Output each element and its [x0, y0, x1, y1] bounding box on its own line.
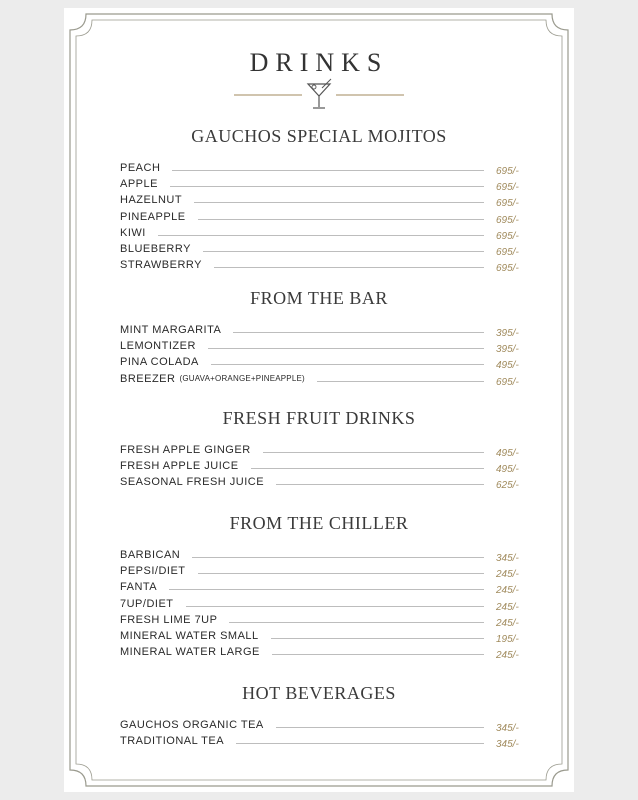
menu-item — [120, 596, 534, 613]
section-title: GAUCHOS SPECIAL MOJITOS — [191, 126, 447, 146]
leader-line — [276, 484, 484, 485]
item-price: 245/- — [496, 617, 519, 629]
item-name: 7UP/DIET — [120, 597, 174, 610]
item-price: 245/- — [496, 569, 519, 581]
menu-item — [120, 225, 534, 242]
leader-line — [192, 557, 484, 558]
item-price: 695/- — [496, 166, 519, 177]
section-title: HOT BEVERAGES — [242, 683, 396, 703]
leader-line — [317, 381, 484, 382]
menu-item — [120, 579, 534, 597]
item-price: 345/- — [496, 739, 519, 751]
leader-line — [263, 452, 484, 453]
leader-line — [251, 468, 484, 469]
leader-line — [233, 332, 484, 333]
item-name: LEMONTIZER — [120, 340, 196, 353]
menu-item — [120, 176, 534, 194]
leader-line — [208, 348, 484, 349]
item-price: 495/- — [496, 448, 519, 459]
menu-item — [120, 612, 534, 629]
leader-line — [186, 606, 484, 607]
item-price: 395/- — [496, 328, 519, 339]
item-name: MINERAL WATER LARGE — [120, 646, 260, 659]
menu-item — [120, 547, 534, 564]
leader-line — [272, 654, 484, 655]
item-price: 695/- — [496, 376, 519, 388]
item-name: BARBICAN — [120, 549, 181, 561]
section-title: FRESH FRUIT DRINKS — [222, 408, 416, 428]
menu-item — [120, 338, 534, 356]
item-name: TRADITIONAL TEA — [120, 735, 225, 748]
menu-item — [120, 458, 534, 476]
item-name: KIWI — [120, 226, 146, 239]
item-name: HAZELNUT — [120, 194, 183, 207]
leader-line — [194, 202, 484, 203]
menu-item — [120, 160, 534, 177]
item-name: PEPSI/DIET — [120, 565, 186, 578]
menu-item — [120, 209, 534, 226]
item-name: BREEZER — [120, 372, 176, 385]
item-name: PINA COLADA — [120, 356, 199, 369]
item-price: 695/- — [496, 198, 519, 210]
leader-line — [198, 573, 484, 574]
leader-line — [229, 622, 484, 623]
section-title: FROM THE BAR — [250, 288, 388, 308]
leader-line — [214, 267, 484, 268]
item-price: 345/- — [496, 553, 519, 564]
leader-line — [169, 589, 484, 590]
menu-item — [120, 563, 534, 581]
item-name: FRESH APPLE JUICE — [120, 460, 239, 473]
item-name: PEACH — [120, 162, 161, 174]
menu-item — [120, 371, 534, 388]
menu-item — [120, 717, 534, 734]
leader-line — [271, 638, 484, 639]
item-name: SEASONAL FRESH JUICE — [120, 476, 265, 489]
menu-item — [120, 442, 534, 459]
item-price: 625/- — [496, 480, 519, 492]
item-price: 695/- — [496, 230, 519, 242]
menu-item — [120, 733, 534, 751]
item-note: (GUAVA+ORANGE+PINEAPPLE) — [179, 373, 305, 383]
cocktail-glass-icon — [234, 78, 404, 112]
section-title: FROM THE CHILLER — [229, 513, 409, 533]
item-price: 495/- — [496, 360, 519, 372]
menu-item — [120, 628, 534, 645]
item-price: 195/- — [496, 634, 519, 645]
menu-item — [120, 322, 534, 339]
item-price: 245/- — [496, 585, 519, 597]
item-price: 695/- — [496, 247, 519, 258]
item-price: 245/- — [496, 650, 519, 662]
menu-page — [64, 8, 574, 792]
item-name: FANTA — [120, 581, 158, 594]
leader-line — [203, 251, 484, 252]
item-name: BLUEBERRY — [120, 243, 191, 255]
menu-item — [120, 241, 534, 258]
item-name: MINT MARGARITA — [120, 324, 222, 336]
page-title: DRINKS — [249, 48, 389, 77]
item-name: GAUCHOS ORGANIC TEA — [120, 719, 264, 731]
item-price: 695/- — [496, 182, 519, 194]
leader-line — [158, 235, 484, 236]
menu-item — [120, 257, 534, 275]
leader-line — [198, 219, 484, 220]
leader-line — [236, 743, 484, 744]
item-price: 695/- — [496, 214, 519, 226]
item-price: 495/- — [496, 464, 519, 476]
menu-item — [120, 192, 534, 210]
leader-line — [170, 186, 484, 187]
item-price: 695/- — [496, 263, 519, 275]
item-name: MINERAL WATER SMALL — [120, 630, 259, 642]
menu-item — [120, 644, 534, 662]
item-price: 345/- — [496, 723, 519, 734]
menu-item — [120, 354, 534, 372]
leader-line — [211, 364, 484, 365]
item-name: FRESH APPLE GINGER — [120, 444, 251, 456]
item-name: STRAWBERRY — [120, 259, 203, 272]
leader-line — [172, 170, 484, 171]
item-price: 395/- — [496, 344, 519, 356]
leader-line — [276, 727, 484, 728]
item-name: FRESH LIME 7UP — [120, 613, 218, 626]
menu-item — [120, 474, 534, 492]
item-name: APPLE — [120, 178, 158, 191]
item-price: 245/- — [496, 601, 519, 613]
item-name: PINEAPPLE — [120, 210, 186, 223]
